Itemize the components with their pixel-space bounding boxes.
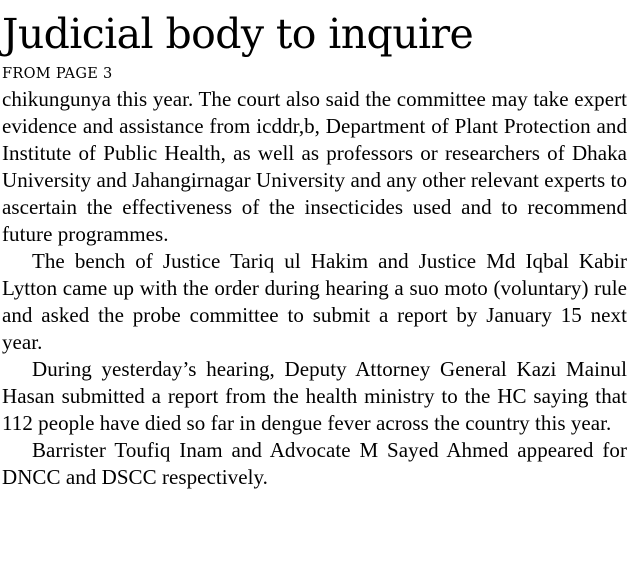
article-paragraph-1: chikungunya this year. The court also said the committee may take expert evidence and assistance from icddr,b, Department of Plant Protection and Institute of Public Health, as well as professors or researchers of Dhaka University and Jahangirnagar University and any other relevant experts to ascertain the effectiveness of the insecticides used and to recommend future programmes.: [2, 87, 627, 246]
article-paragraph-2: The bench of Justice Tariq ul Hakim and Justice Md Iqbal Kabir Lytton came up with the order during hearing a suo moto (voluntary) rule and asked the probe committee to submit a report by January 15 next year.: [2, 249, 627, 354]
article-paragraph-4: Barrister Toufiq Inam and Advocate M Sayed Ahmed appeared for DNCC and DSCC respectively.: [2, 438, 627, 489]
news-article: [2, 0, 627, 491]
article-headline: Judicial body to inquire: [2, 10, 474, 58]
article-paragraph-3: During yesterday’s hearing, Deputy Attorney General Kazi Mainul Hasan submitted a report from the health ministry to the HC saying that 112 people have died so far in dengue fever across the country this year.: [2, 357, 627, 435]
continued-from-label: FROM PAGE 3: [2, 66, 113, 82]
